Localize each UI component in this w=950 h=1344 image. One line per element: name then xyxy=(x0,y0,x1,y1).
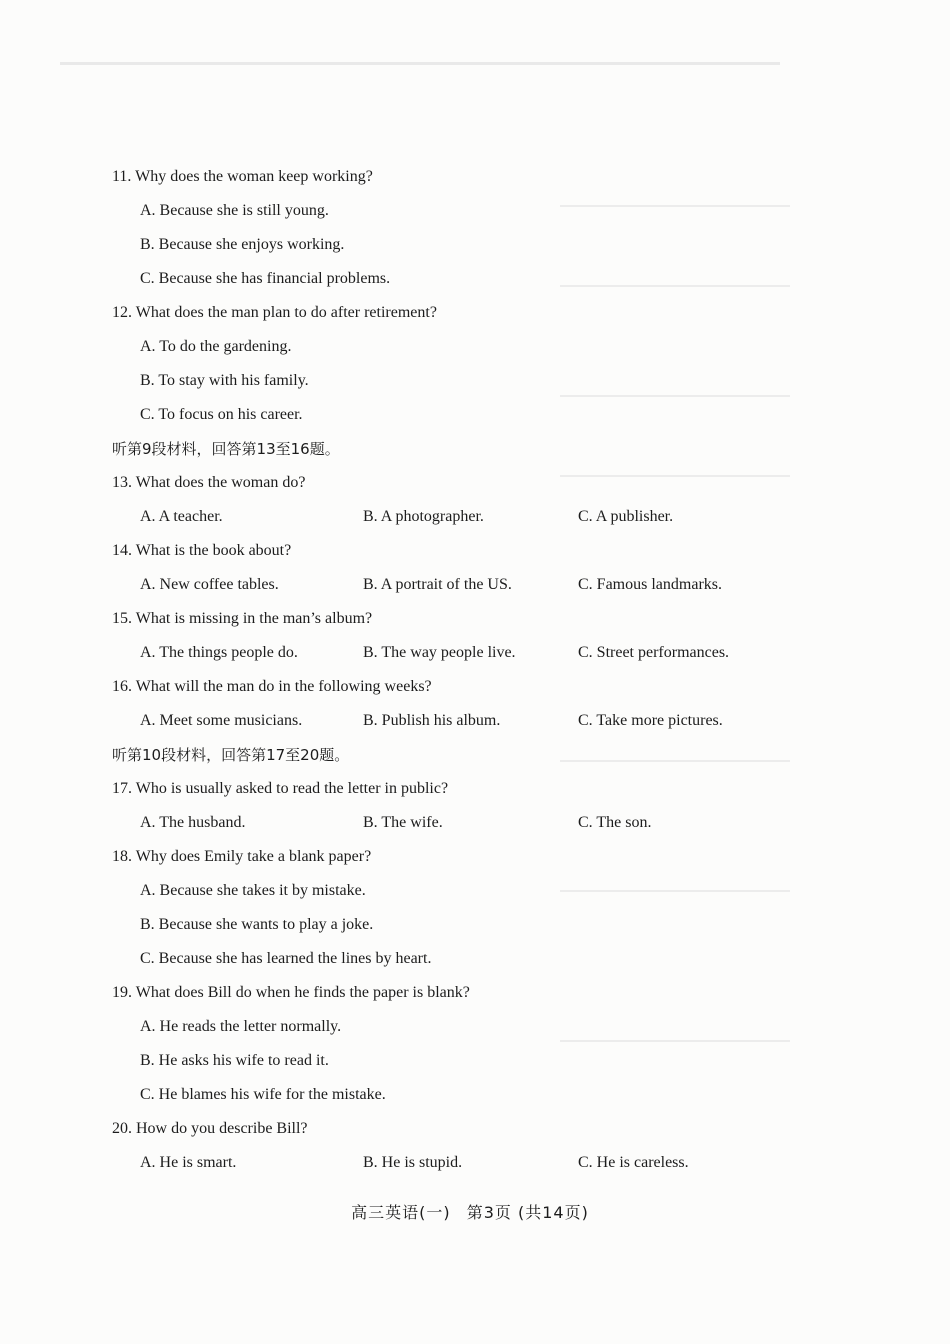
option-c: C. Because she has financial problems. xyxy=(140,270,391,287)
option-b: B. Because she enjoys working. xyxy=(140,236,345,253)
option-row xyxy=(112,568,812,602)
option-a: A. The things people do. xyxy=(140,644,298,661)
option-b: B. To stay with his family. xyxy=(140,372,309,389)
option-row xyxy=(112,704,812,738)
option-b: B. The way people live. xyxy=(363,644,516,661)
question-stem: 16. What will the man do in the following weeks? xyxy=(112,678,432,695)
option-a: A. Meet some musicians. xyxy=(140,712,303,729)
option-c: C. He is careless. xyxy=(578,1154,689,1171)
option-c: C. The son. xyxy=(578,814,652,831)
option-b: B. The wife. xyxy=(363,814,443,831)
option-a: A. He is smart. xyxy=(140,1154,237,1171)
question-stem: 19. What does Bill do when he finds the paper is blank? xyxy=(112,984,470,1001)
option-a: A. New coffee tables. xyxy=(140,576,279,593)
option-b: B. A photographer. xyxy=(363,508,484,525)
option-row xyxy=(112,806,812,840)
option-row xyxy=(112,1146,812,1180)
page-footer xyxy=(0,1200,950,1223)
option-a: A. He reads the letter normally. xyxy=(140,1018,342,1035)
question-stem: 12. What does the man plan to do after retirement? xyxy=(112,304,437,321)
option-a: A. A teacher. xyxy=(140,508,223,525)
option-c: C. Because she has learned the lines by heart. xyxy=(140,950,432,967)
option-a: A. Because she takes it by mistake. xyxy=(140,882,366,899)
question-stem: 17. Who is usually asked to read the letter in public? xyxy=(112,780,449,797)
option-a: A. The husband. xyxy=(140,814,246,831)
option-row xyxy=(112,500,812,534)
option-c: C. He blames his wife for the mistake. xyxy=(140,1086,386,1103)
section-heading: 听第9段材料，回答第13至16题。 xyxy=(112,440,340,458)
footer-page-number: 第3页 (共14页) xyxy=(466,1203,589,1222)
option-b: B. He is stupid. xyxy=(363,1154,463,1171)
section-heading: 听第10段材料，回答第17至20题。 xyxy=(112,746,350,764)
option-c: C. To focus on his career. xyxy=(140,406,303,423)
question-list xyxy=(112,160,812,1180)
option-a: A. To do the gardening. xyxy=(140,338,292,355)
option-b: B. Publish his album. xyxy=(363,712,501,729)
question-stem: 13. What does the woman do? xyxy=(112,474,306,491)
option-a: A. Because she is still young. xyxy=(140,202,329,219)
option-b: B. Because she wants to play a joke. xyxy=(140,916,374,933)
option-c: C. A publisher. xyxy=(578,508,674,525)
option-c: C. Famous landmarks. xyxy=(578,576,722,593)
question-stem: 15. What is missing in the man’s album? xyxy=(112,610,373,627)
scan-artifact xyxy=(60,62,780,65)
question-stem: 18. Why does Emily take a blank paper? xyxy=(112,848,372,865)
question-stem: 20. How do you describe Bill? xyxy=(112,1120,308,1137)
option-row xyxy=(112,636,812,670)
option-b: B. He asks his wife to read it. xyxy=(140,1052,329,1069)
question-stem: 11. Why does the woman keep working? xyxy=(112,168,373,185)
option-c: C. Street performances. xyxy=(578,644,730,661)
option-b: B. A portrait of the US. xyxy=(363,576,512,593)
option-c: C. Take more pictures. xyxy=(578,712,723,729)
footer-subject: 高三英语(一) xyxy=(351,1203,451,1222)
question-stem: 14. What is the book about? xyxy=(112,542,292,559)
